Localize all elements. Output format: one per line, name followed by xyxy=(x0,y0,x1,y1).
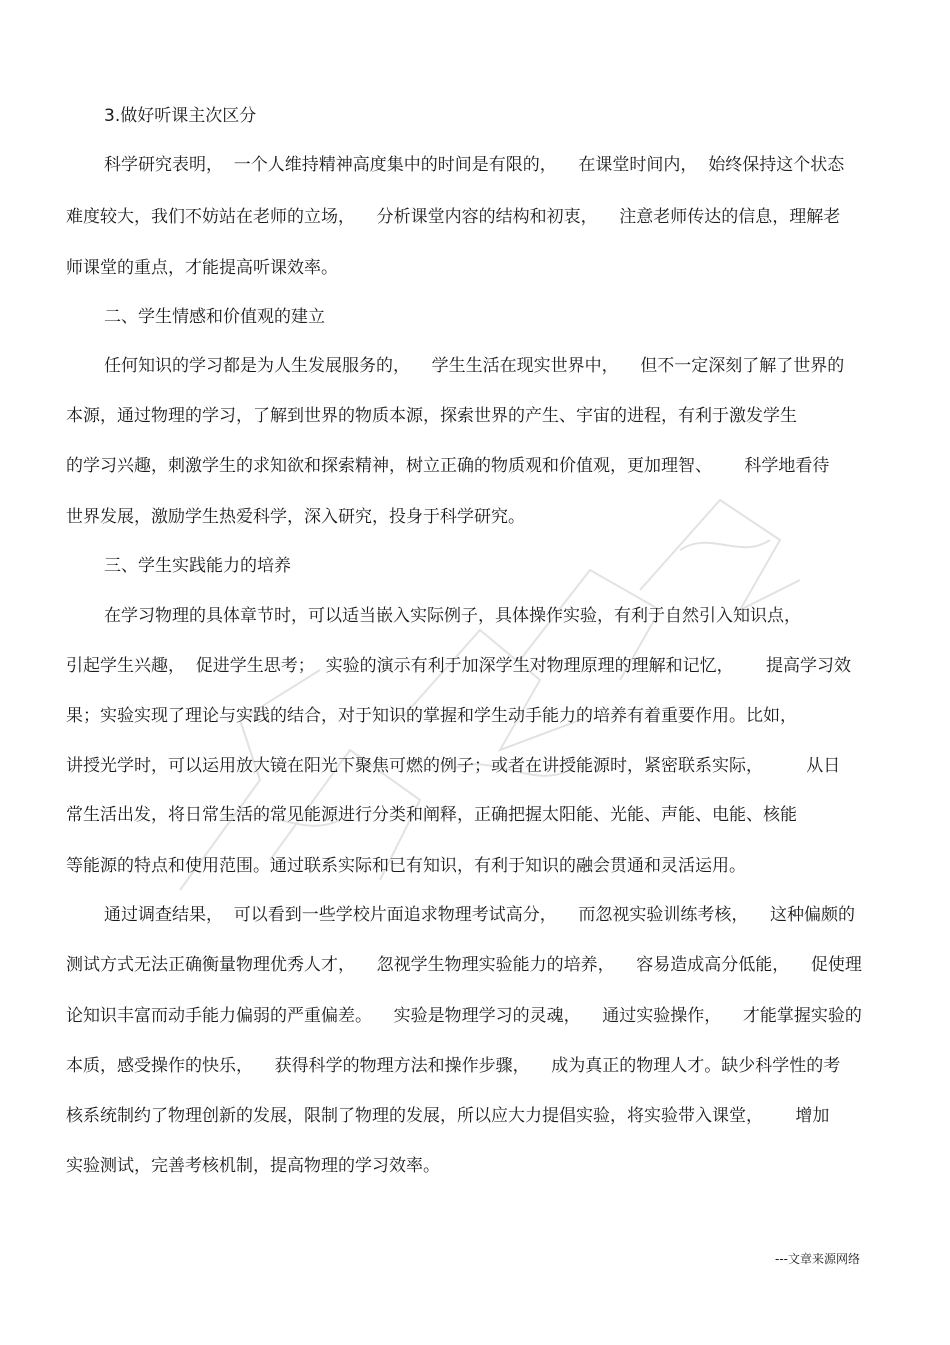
paragraph-line: 世界发展，激励学生热爱科学，深入研究，投身于科学研究。 xyxy=(66,507,525,527)
paragraph-line: 通过调查结果， 可以看到一些学校片面追求物理考试高分， 而忽视实验训练考核， 这种偏颇的 xyxy=(104,905,856,925)
paragraph-line: 测试方式无法正确衡量物理优秀人才， 忽视学生物理实验能力的培养， 容易造成高分低能， 促使理 xyxy=(66,955,862,975)
paragraph-line: 常生活出发，将日常生活的常见能源进行分类和阐释，正确把握太阳能、光能、声能、电能、核能 xyxy=(66,805,797,825)
section-heading: 三、学生实践能力的培养 xyxy=(104,556,291,576)
source-note: ---文章来源网络 xyxy=(775,1252,860,1266)
paragraph-line: 科学研究表明， 一个人维持精神高度集中的时间是有限的， 在课堂时间内， 始终保持这个状态 xyxy=(104,155,845,175)
paragraph-line: 讲授光学时，可以运用放大镜在阳光下聚焦可燃的例子；或者在讲授能源时，紧密联系实际， 从日 xyxy=(66,756,841,776)
section-heading: 二、学生情感和价值观的建立 xyxy=(104,307,325,327)
paragraph-line: 难度较大，我们不妨站在老师的立场， 分析课堂内容的结构和初衷， 注意老师传达的信息，理解老 xyxy=(66,207,841,227)
paragraph-line: 果；实验实现了理论与实践的结合，对于知识的掌握和学生动手能力的培养有着重要作用。比如， xyxy=(66,706,797,726)
paragraph-line: 引起学生兴趣， 促进学生思考； 实验的演示有利于加深学生对物理原理的理解和记忆， 提高学习效 xyxy=(66,656,852,676)
paragraph-line: 等能源的特点和使用范围。通过联系实际和已有知识，有利于知识的融会贯通和灵活运用。 xyxy=(66,856,746,876)
heading-3: 3.做好听课主次区分 xyxy=(104,106,257,126)
paragraph-line: 的学习兴趣，刺激学生的求知欲和探索精神，树立正确的物质观和价值观，更加理智、 科学地看待 xyxy=(66,456,830,476)
paragraph-line: 在学习物理的具体章节时，可以适当嵌入实际例子，具体操作实验，有利于自然引入知识点， xyxy=(104,606,801,626)
paragraph-line: 本源，通过物理的学习，了解到世界的物质本源，探索世界的产生、宇宙的进程，有利于激发学生 xyxy=(66,406,797,426)
paragraph-line: 师课堂的重点，才能提高听课效率。 xyxy=(66,258,338,278)
paragraph-line: 实验测试，完善考核机制，提高物理的学习效率。 xyxy=(66,1156,440,1176)
paragraph-line: 本质，感受操作的快乐， 获得科学的物理方法和操作步骤， 成为真正的物理人才。缺少科学性的考 xyxy=(66,1056,841,1076)
paragraph-line: 核系统制约了物理创新的发展，限制了物理的发展，所以应大力提倡实验，将实验带入课堂， 增加 xyxy=(66,1106,830,1126)
paragraph-line: 论知识丰富而动手能力偏弱的严重偏差。 实验是物理学习的灵魂， 通过实验操作， 才能掌握实验的 xyxy=(66,1006,862,1026)
paragraph-line: 任何知识的学习都是为人生发展服务的， 学生生活在现实世界中， 但不一定深刻了解了世界的 xyxy=(104,356,845,376)
